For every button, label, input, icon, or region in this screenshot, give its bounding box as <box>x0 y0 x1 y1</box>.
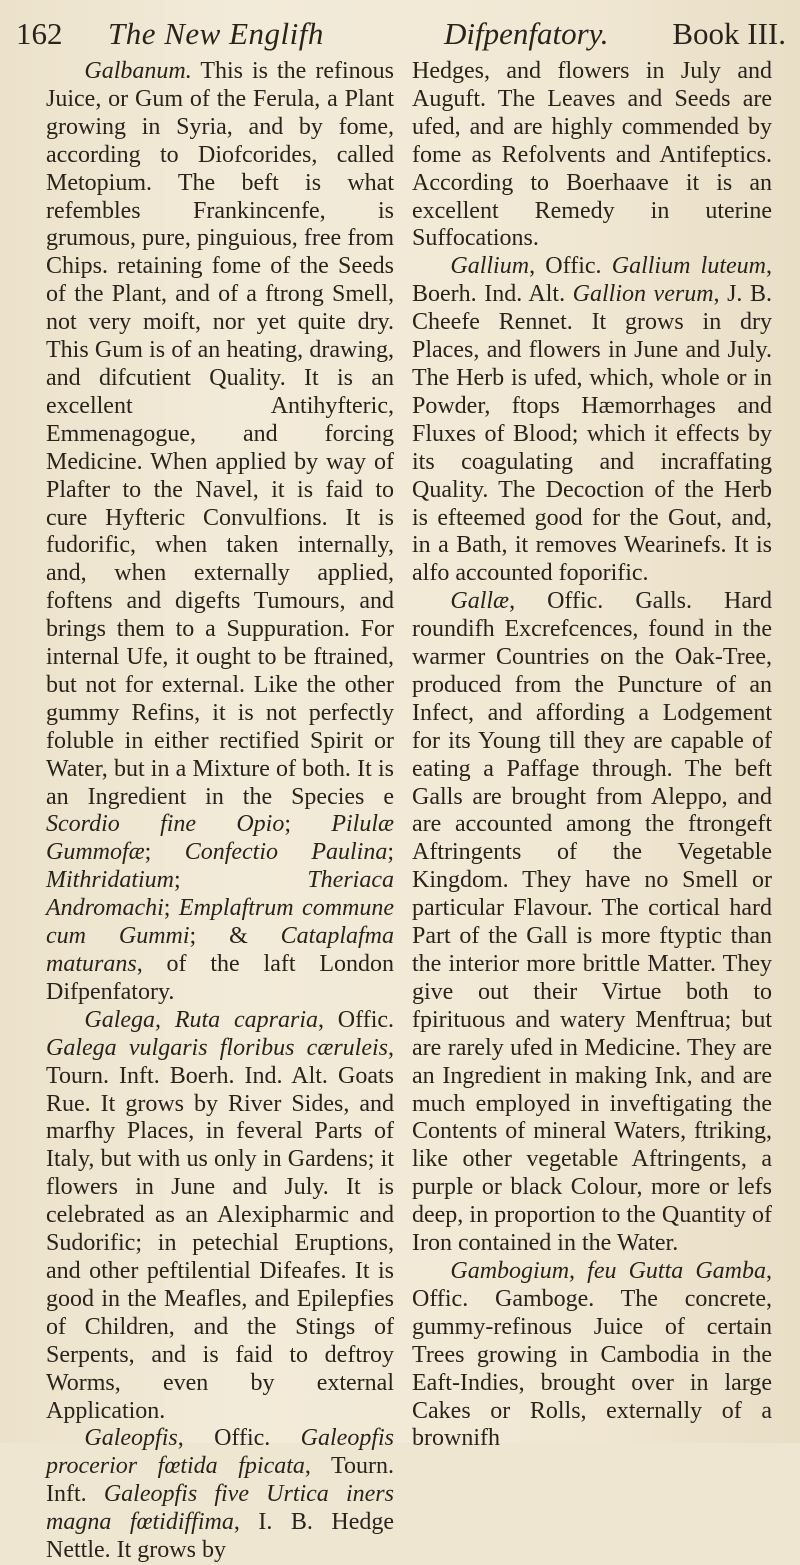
text-run: , Tourn. Inft. Boerh. Ind. Alt. Goats Rue. It grows by River Sides, and marfhy Places, in feveral Parts of Italy, but with us only in Gardens; it flowers in June and July. It is celebrated as an Alexipharmic and Sudorific; in petechial Eruptions, and other peftilential Difeafes. It is good in the Meafles, and Epilepfies of Children, and the Stings of Serpents, and is faid to deftroy Worms, even by external Application. <box>46 1034 394 1424</box>
text-run: , Tourn. Inft. <box>46 1453 394 1508</box>
italic-text: Gallion verum <box>572 281 714 308</box>
paragraph <box>412 588 772 1258</box>
italic-text: Mithridatium <box>46 867 175 894</box>
right-text-column <box>412 58 772 1453</box>
running-title-right: Difpenfatory. <box>444 16 609 51</box>
italic-text: Cataplafma maturans <box>46 923 394 977</box>
text-run: , Offic. Galls. Hard roundifh Excrefcences, found in the warmer Countries on the Oak-Tree, produced from the Puncture of an Infect, and affording a Lodgement for its Young till they are capable of eating a Paffage through. The beft Galls are brought from Aleppo, and are accounted among the ftrongeft Aftringents of the Vegetable Kingdom. They have no Smell or particular Flavour. The cortical hard Part of the Gall is more ftyptic than the interior more brittle Matter. They give out their Virtue both to fpirituous and watery Menftrua; but are rarely ufed in Medicine. They are an Ingredient in making Ink, and are much employed in inveftigating the Contents of mineral Waters, ftriking, like other vegetable Aftringents, a purple or black Colour, more or lefs deep, in proportion to the Quantity of Iron contained in the Water. <box>412 588 772 1257</box>
paragraph <box>412 58 772 253</box>
paragraph <box>46 1425 394 1565</box>
text-run: ; <box>163 895 179 922</box>
italic-text: Galbanum. <box>84 58 192 84</box>
text-run: , I. B. Hedge Nettle. It grows by <box>46 1509 394 1564</box>
italic-text: Galeopfis procerior fœtida fpicata <box>46 1425 394 1480</box>
paragraph <box>46 58 394 1007</box>
italic-text: Pilulæ Gummofæ <box>46 811 394 866</box>
text-run: ; <box>284 811 332 838</box>
text-run: , Boerh. Ind. Alt. <box>412 253 772 308</box>
left-text-column <box>46 58 394 1565</box>
page-number: 162 <box>16 16 63 51</box>
paragraph <box>412 1258 772 1453</box>
italic-text: Galega, Ruta capraria <box>84 1006 318 1033</box>
italic-text: Galega vulgaris floribus cæruleis <box>46 1034 388 1061</box>
text-run: ; <box>144 839 185 866</box>
text-run: , Offic. <box>177 1425 301 1452</box>
running-title-left: The New Englifh <box>108 16 324 51</box>
italic-text: Confectio Paulina <box>184 839 388 866</box>
running-header <box>16 14 786 54</box>
italic-text: Gambogium, feu Gutta Gamba <box>450 1257 766 1284</box>
text-run: ; & <box>189 923 281 950</box>
italic-text: Gallium <box>450 253 530 280</box>
paragraph <box>46 1007 394 1426</box>
italic-text: Gallæ <box>450 588 510 615</box>
text-run: , Offic. Gamboge. The concrete, gummy-refinous Juice of certain Trees growing in Cambodia in the Eaft-Indies, brought over in large Cakes or Rolls, externally of a brownifh <box>412 1257 772 1452</box>
italic-text: Scordio fine Opio <box>46 811 285 838</box>
paragraph <box>412 253 772 588</box>
italic-text: Theriaca Andromachi <box>46 867 394 922</box>
text-run: , Offic. <box>318 1006 395 1033</box>
text-run: This is the refinous Juice, or Gum of the Ferula, a Plant growing in Syria, and by fome, according to Diofcorides, called Metopium. The beft is what refembles Frankincenfe, is grumous, pure, pinguious, free from Chips. retaining fome of the Seeds of the Plant, and of a ftrong Smell, not very moift, nor yet quite dry. This Gum is of an heating, drawing, and difcutient Quality. It is an excellent Antihyfteric, Emmenagogue, and forcing Medicine. When applied by way of Plafter to the Navel, it is faid to cure Hyfteric Convulfions. It is fudorific, when taken internally, and, when externally applied, foftens and digefts Tumours, and brings them to a Suppuration. For internal Ufe, it ought to be ftrained, but not for external. Like the other gummy Refins, it is not perfectly foluble in either rectified Spirit or Water, but in a Mixture of both. It is an Ingredient in the Species e <box>46 58 394 810</box>
text-run: , of the laft London Difpenfatory. <box>46 951 394 1005</box>
book-label: Book III. <box>672 16 786 51</box>
text-run: Hedges, and flowers in July and Auguft. The Leaves and Seeds are ufed, and are highly commended by fome as Refolvents and Antifeptics. According to Boerhaave it is an excellent Remedy in uterine Suffocations. <box>412 58 772 252</box>
text-run: , J. B. Cheefe Rennet. It grows in dry Places, and flowers in June and July. The Herb is ufed, which, whole or in Powder, ftops Hæmorrhages and Fluxes of Blood; which it effects by its coagulating and incraffating Quality. The Decoction of the Herb is efteemed good for the Gout, and, in a Bath, it removes Wearinefs. It is alfo accounted foporific. <box>412 281 772 587</box>
text-run: ; <box>174 867 308 894</box>
italic-text: Emplaftrum commune cum Gummi <box>46 895 395 950</box>
italic-text: Galeopfis five Urtica iners magna fœtidiffima <box>46 1481 394 1536</box>
italic-text: Gallium luteum <box>611 253 766 280</box>
text-run: , Offic. <box>529 253 612 280</box>
text-run: ; <box>387 839 395 866</box>
italic-text: Galeopfis <box>84 1425 178 1452</box>
